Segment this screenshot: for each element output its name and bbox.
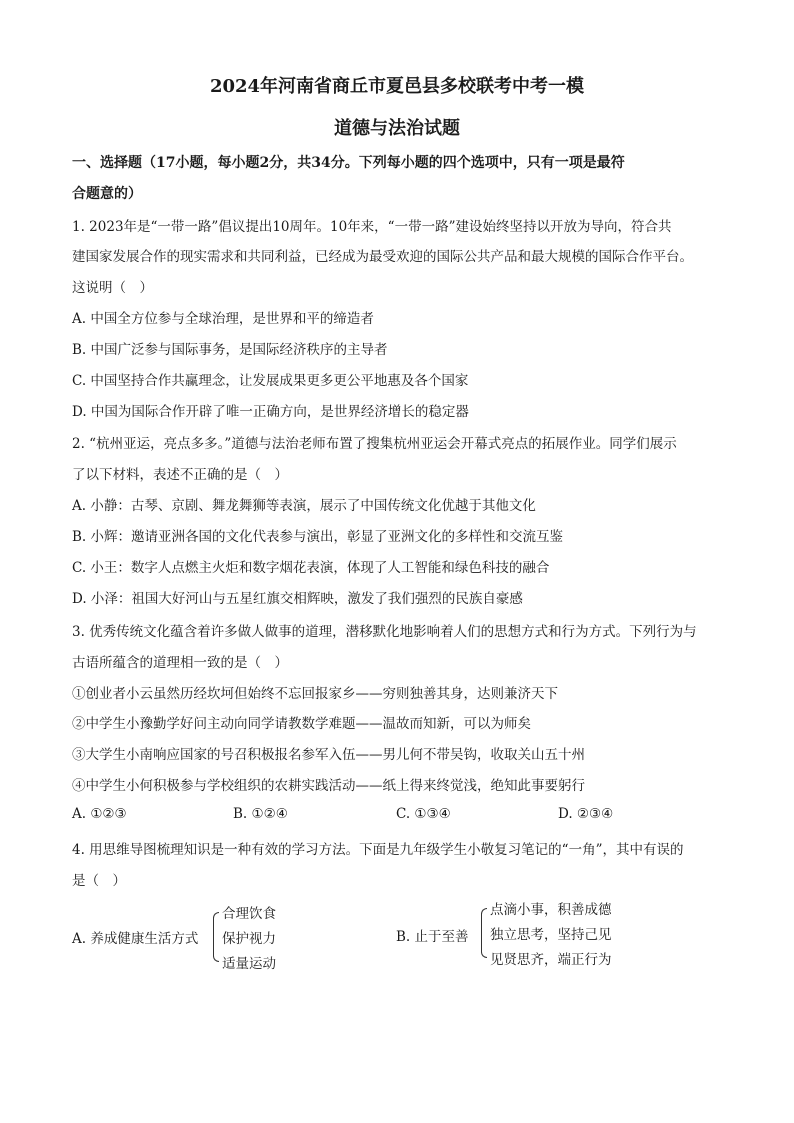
q4-line: 4. 用思维导图梳理知识是一种有效的学习方法。下面是九年级学生小敬复习笔记的“一角”，其中有误的 xyxy=(72,842,684,858)
q3-option-d: D. ②③④ xyxy=(558,806,614,822)
q2-line: 了以下材料，表述不正确的是（ ） xyxy=(72,467,288,483)
q1-option-b: B. 中国广泛参与国际事务，是国际经济秩序的主导者 xyxy=(72,342,388,358)
q3-item-2: ②中学生小豫勤学好问主动向同学请教数学难题——温故而知新，可以为师矣 xyxy=(72,716,531,732)
mind-map-a-brace xyxy=(213,912,219,962)
mind-map-b-label: B. 止于至善 xyxy=(396,929,469,945)
q2-line: 2. “杭州亚运，亮点多多。”道德与法治老师布置了搜集杭州亚运会开幕式亮点的拓展作业。同学们展示 xyxy=(72,436,677,452)
q3-option-b: B. ①②④ xyxy=(233,806,288,822)
page-title: 2024年河南省商丘市夏邑县多校联考中考一模 xyxy=(209,76,585,97)
q3-option-c: C. ①③④ xyxy=(396,806,451,822)
q3-option-a: A. ①②③ xyxy=(72,806,127,822)
q2-option-c: C. 小王：数字人点燃主火炬和数字烟花表演，体现了人工智能和绿色科技的融合 xyxy=(72,560,550,576)
mind-map-b-branch: 独立思考，坚持己见 xyxy=(490,927,612,943)
section-heading-line1: 一、选择题（17小题，每小题2分，共34分。下列每小题的四个选项中，只有一项是最符 xyxy=(72,155,625,171)
q1-line: 建国家发展合作的现实需求和共同利益，已经成为最受欢迎的国际公共产品和最大规模的国际合作平台。 xyxy=(72,249,693,265)
q3-item-1: ①创业者小云虽然历经坎坷但始终不忘回报家乡——穷则独善其身，达则兼济天下 xyxy=(72,686,558,702)
section-heading-line2: 合题意的） xyxy=(72,186,142,202)
q3-item-4: ④中学生小何积极参与学校组织的农耕实践活动——纸上得来终觉浅，绝知此事要躬行 xyxy=(72,778,585,794)
q2-option-a: A. 小静：古琴、京剧、舞龙舞狮等表演，展示了中国传统文化优越于其他文化 xyxy=(72,498,536,514)
q1-line: 这说明（ ） xyxy=(72,280,153,296)
q3-line: 3. 优秀传统文化蕴含着许多做人做事的道理，潜移默化地影响着人们的思想方式和行为方式。下列行为与 xyxy=(72,624,697,640)
mind-map-b-branch: 见贤思齐，端正行为 xyxy=(490,952,612,968)
mind-map-a-branch: 合理饮食 xyxy=(222,906,276,922)
q1-option-d: D. 中国为国际合作开辟了唯一正确方向，是世界经济增长的稳定器 xyxy=(72,404,469,420)
q1-option-c: C. 中国坚持合作共赢理念，让发展成果更多更公平地惠及各个国家 xyxy=(72,373,469,389)
q1-option-a: A. 中国全方位参与全球治理，是世界和平的缔造者 xyxy=(72,311,374,327)
q3-item-3: ③大学生小南响应国家的号召积极报名参军入伍——男儿何不带吴钩，收取关山五十州 xyxy=(72,747,585,763)
q4-line: 是（ ） xyxy=(72,873,126,889)
mind-map-a-label: A. 养成健康生活方式 xyxy=(72,931,199,947)
page-subtitle: 道德与法治试题 xyxy=(334,118,460,139)
mind-map-a-branch: 适量运动 xyxy=(222,956,276,972)
q2-option-b: B. 小辉：邀请亚洲各国的文化代表参与演出，彰显了亚洲文化的多样性和交流互鉴 xyxy=(72,529,564,545)
q1-line: 1. 2023年是“一带一路”倡议提出10周年。10年来，“一带一路”建设始终坚持以开放为导向，符合共 xyxy=(72,219,672,235)
mind-map-b-brace xyxy=(481,908,487,958)
q2-option-d: D. 小泽：祖国大好河山与五星红旗交相辉映，激发了我们强烈的民族自豪感 xyxy=(72,591,523,607)
mind-map-b-branch: 点滴小事，积善成德 xyxy=(490,902,612,918)
q3-line: 古语所蕴含的道理相一致的是（ ） xyxy=(72,655,288,671)
mind-map-a-branch: 保护视力 xyxy=(222,931,276,947)
